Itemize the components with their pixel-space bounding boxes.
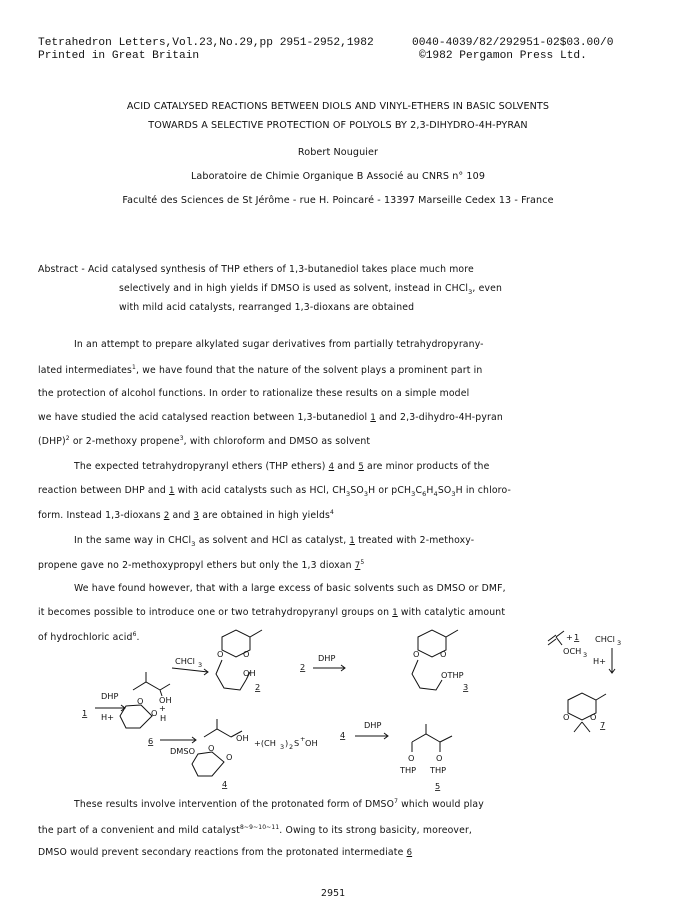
svg-text:O: O: [413, 649, 420, 659]
svg-text:3: 3: [280, 743, 285, 751]
svg-text:OH: OH: [159, 695, 172, 705]
svg-text:O: O: [408, 753, 415, 763]
para1-line-1: In an attempt to prepare alkylated sugar derivatives from partially tetrahydropyrany-: [74, 339, 484, 350]
compound-5: [399, 724, 452, 791]
svg-text:OH: OH: [243, 668, 256, 678]
svg-text:+: +: [566, 632, 573, 642]
dmso-solvent: DMSO: [170, 746, 196, 756]
svg-text:O: O: [217, 649, 224, 659]
para5-line-2: the part of a convenient and mild catalyst$^{8\sim 9\sim 10\sim 11}$. Owing to its strong basicity, moreover,: [38, 824, 473, 837]
compound-2: [216, 630, 262, 692]
svg-text:DHP: DHP: [318, 653, 336, 663]
title-line-1: ACID CATALYSED REACTIONS BETWEEN DIOLS AND VINYL-ETHERS IN BASIC SOLVENTS: [126, 101, 550, 112]
svg-text:O: O: [440, 649, 447, 659]
svg-text:1: 1: [574, 632, 580, 642]
printed-location: Printed in Great Britain: [38, 50, 200, 62]
abstract-line-3: with mild acid catalysts, rearranged 1,3-dioxans are obtained: [119, 302, 415, 313]
methoxypropene-reaction: [548, 631, 621, 673]
svg-text:THP: THP: [430, 765, 447, 775]
svg-text:O: O: [563, 712, 570, 722]
para4-line-1: We have found however, that with a large excess of basic solvents such as DMSO or DMF,: [74, 583, 506, 594]
compound-7: [563, 693, 606, 732]
dmso-route: [160, 737, 196, 756]
chcl3-solvent: CHCl: [175, 656, 195, 666]
issn-code: 0040-4039/82/292951-02$03.00/0: [412, 37, 614, 49]
compound-7-label: 7: [600, 720, 606, 730]
affiliation-line-1: Laboratoire de Chimie Organique B Associé au CNRS n° 109: [190, 171, 486, 182]
compound-5-label: 5: [435, 781, 441, 791]
svg-text:+: +: [300, 735, 306, 743]
para5-line-3: DMSO would prevent secondary reactions from the protonated intermediate 6: [38, 847, 413, 858]
compound-2-label: 2: [255, 682, 261, 692]
copyright: ©1982 Pergamon Press Ltd.: [419, 50, 587, 62]
page-number: 2951: [321, 888, 346, 899]
svg-text:O: O: [208, 743, 215, 753]
svg-text:O: O: [151, 708, 158, 718]
para5-line-1: These results involve intervention of the protonated form of DMSO$^7$ which would play: [74, 798, 484, 811]
svg-text:OTHP: OTHP: [441, 670, 464, 680]
svg-text:O: O: [137, 696, 144, 706]
svg-text:O: O: [226, 752, 233, 762]
svg-text:3: 3: [198, 661, 203, 669]
abstract-label: Abstract: [38, 264, 79, 275]
svg-text:S: S: [294, 738, 300, 748]
para4-line-3: of hydrochloric acid$^6$.: [38, 631, 140, 644]
compound-3-label: 3: [463, 682, 469, 692]
conversion-4-to-5: [340, 720, 388, 740]
intermediate-6: [120, 672, 172, 746]
svg-text:OCH: OCH: [563, 646, 582, 656]
svg-text:4: 4: [340, 730, 346, 740]
compound-6-label: 6: [148, 736, 154, 746]
h-plus-catalyst: H+: [101, 712, 115, 722]
compound-4-label: 4: [222, 779, 228, 789]
svg-text:+: +: [159, 703, 166, 713]
para1-line-5: (DHP)$^2$ or 2-methoxy propene$^3$, with chloroform and DMSO as solvent: [38, 435, 371, 448]
svg-text:2: 2: [289, 743, 294, 751]
title-line-2: TOWARDS A SELECTIVE PROTECTION OF POLYOLS BY 2,3-DIHYDRO-4H-PYRAN: [148, 120, 528, 131]
svg-text:2: 2: [300, 662, 306, 672]
svg-text:CHCl: CHCl: [595, 634, 615, 644]
svg-text:H: H: [160, 713, 167, 723]
para1-line-2: lated intermediates$^1$, we have found that the nature of the solvent plays a prominent part in: [38, 364, 483, 377]
conversion-2-to-3: [300, 653, 345, 672]
svg-text:3: 3: [583, 651, 588, 659]
svg-text:OH: OH: [305, 738, 318, 748]
para1-line-4: we have studied the acid catalysed reaction between 1,3-butanediol 1 and 2,3-dihydro-4H-pyran: [38, 412, 503, 423]
para2-line-1: The expected tetrahydropyranyl ethers (THP ethers) 4 and 5 are minor products of the: [74, 461, 490, 472]
para2-line-2: reaction between DHP and 1 with acid catalysts such as HCl, $CH_3SO_3H$ or $pCH_3C_6H_4SO_3H$ in chloro-: [38, 485, 511, 498]
author: Robert Nouguier: [297, 147, 379, 158]
para3-line-1: In the same way in CHCl$_3$ as solvent and HCl as catalyst, 1 treated with 2-methoxy-: [74, 535, 475, 548]
svg-text:H+: H+: [593, 656, 607, 666]
svg-text:OH: OH: [236, 733, 249, 743]
abstract-line-2: selectively and in high yields if DMSO is used as solvent, instead in CHCl$_3$, even: [119, 283, 503, 296]
compound-1-label: 1: [82, 708, 88, 718]
para2-line-3: form. Instead 1,3-dioxans 2 and 3 are obtained in high yields$^4$: [38, 509, 334, 522]
compound-1-reaction: [82, 691, 125, 722]
svg-text:): ): [285, 738, 289, 748]
svg-text:O: O: [243, 649, 250, 659]
svg-text:O: O: [436, 753, 443, 763]
svg-text:THP: THP: [400, 765, 417, 775]
affiliation-line-2: Faculté des Sciences de St Jérôme - rue H. Poincaré - 13397 Marseille Cedex 13 - France: [122, 195, 554, 206]
para3-line-2: propene gave no 2-methoxypropyl ethers but only the 1,3 dioxan $7^5$: [38, 559, 365, 572]
dhp-reagent: DHP: [101, 691, 119, 701]
abstract-line-1: Abstract - Acid catalysed synthesis of THP ethers of 1,3-butanediol takes place much more: [38, 264, 474, 275]
journal-citation: Tetrahedron Letters,Vol.23,No.29,pp 2951-2952,1982: [38, 37, 374, 49]
svg-text:+(CH: +(CH: [254, 738, 276, 748]
compound-3: [412, 630, 468, 692]
chcl3-route: [172, 656, 208, 675]
svg-text:3: 3: [617, 639, 622, 647]
svg-text:DHP: DHP: [364, 720, 382, 730]
protonated-dmso: [254, 735, 318, 751]
svg-text:O: O: [590, 712, 597, 722]
compound-4: [192, 719, 249, 789]
para1-line-3: the protection of alcohol functions. In order to rationalize these results on a simple model: [38, 388, 470, 399]
para4-line-2: it becomes possible to introduce one or two tetrahydropyranyl groups on 1 with catalytic amount: [38, 607, 506, 618]
